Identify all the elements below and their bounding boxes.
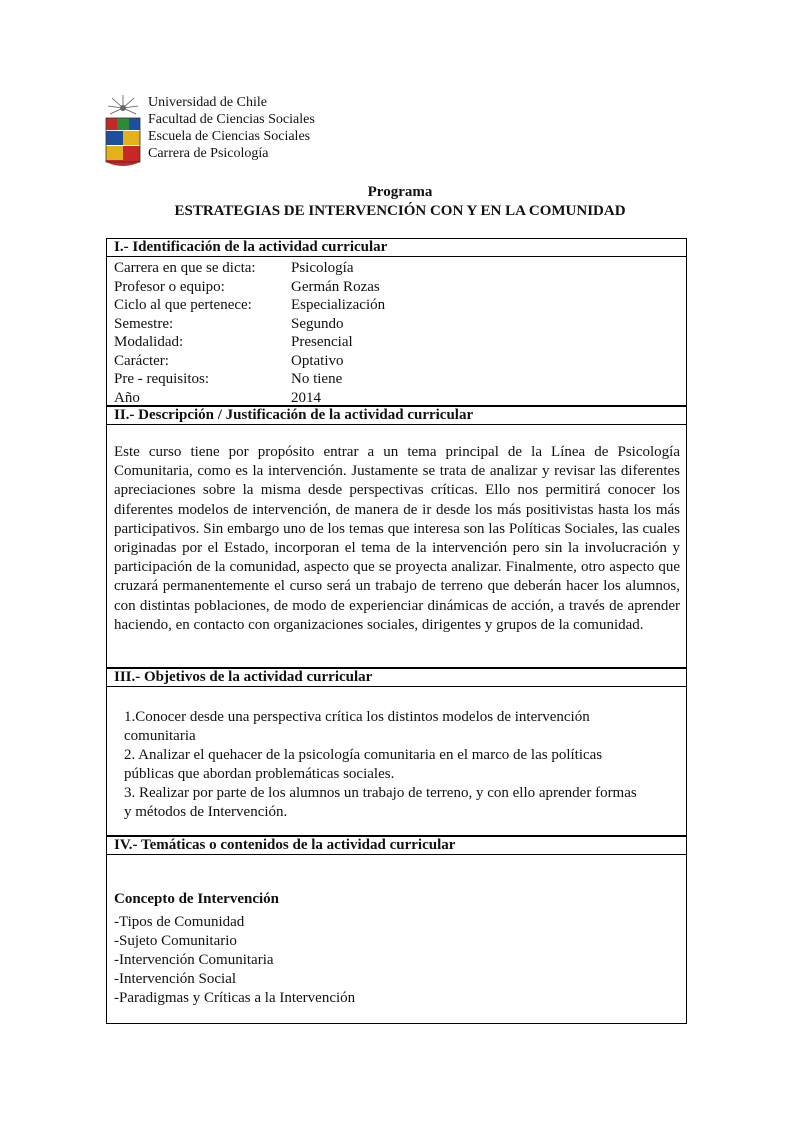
description-paragraph: Este curso tiene por propósito entrar a un tema principal de la Línea de Psicología Comunitaria, como es la intervención. Justamente se trata de analizar y revisar las diferentes apreciaciones sobre la misma desde perspectivas críticas. Ello nos permitirá conocer los diferentes modelos de intervención, de manera de ir desde los más positivistas hasta los más participativos. Sin embargo uno de los temas que interesa son las Políticas Sociales, las cuales originadas por el Estado, incorporan el tema de la intervención pero sin la involucración y participación de la comunidad, aspecto que se proyecta analizar. Finalmente, otro aspecto que cruzará permanentemente el curso será un trabajo de terreno que deberán hacer los alumnos, con distintas poblaciones, de modo de experienciar dinámicas de acción, a través de aprender haciendo, en contacto con organizaciones sociales, dirigentes y grupos de la comunidad. bbox=[114, 444, 680, 633]
row-value: Optativo bbox=[291, 352, 344, 369]
identification-row bbox=[114, 259, 354, 278]
title-line-1: Programa bbox=[367, 184, 433, 200]
row-label: Profesor o equipo: bbox=[114, 278, 225, 295]
school-name: Escuela de Ciencias Sociales bbox=[148, 129, 311, 144]
row-value: Segundo bbox=[291, 315, 344, 332]
topic-item: -Intervención Social bbox=[114, 971, 237, 987]
row-label: Año bbox=[114, 389, 140, 406]
identification-row bbox=[114, 296, 386, 315]
row-value: Psicología bbox=[291, 260, 354, 276]
institution-lines bbox=[148, 94, 315, 162]
row-label: Ciclo al que pertenece: bbox=[114, 297, 252, 313]
identification-row bbox=[114, 370, 343, 389]
objective-item: 3. Realizar por parte de los alumnos un trabajo de terreno, y con ello aprender formas y métodos de Intervención. bbox=[124, 785, 637, 820]
section-2-heading: II.- Descripción / Justificación de la actividad curricular bbox=[106, 406, 687, 425]
university-crest-logo bbox=[104, 94, 142, 168]
identification-row bbox=[114, 389, 321, 408]
section-3-heading: III.- Objetivos de la actividad curricular bbox=[106, 668, 687, 687]
section-4-heading: IV.- Temáticas o contenidos de la actividad curricular bbox=[106, 836, 687, 855]
row-label: Modalidad: bbox=[114, 334, 184, 350]
row-value: 2014 bbox=[291, 389, 321, 406]
document-title bbox=[0, 183, 800, 221]
faculty-name: Facultad de Ciencias Sociales bbox=[148, 112, 315, 127]
title-line-2: ESTRATEGIAS DE INTERVENCIÓN CON Y EN LA COMUNIDAD bbox=[174, 203, 626, 219]
topic-title: Concepto de Intervención bbox=[114, 891, 279, 907]
row-label: Semestre: bbox=[114, 315, 174, 332]
topic-item: -Tipos de Comunidad bbox=[114, 914, 245, 930]
identification-row bbox=[114, 333, 353, 352]
row-value: Especialización bbox=[291, 297, 386, 313]
row-value: Germán Rozas bbox=[291, 278, 380, 295]
university-name: Universidad de Chile bbox=[148, 95, 267, 110]
row-label: Carácter: bbox=[114, 352, 169, 369]
topic-item: -Intervención Comunitaria bbox=[114, 952, 274, 968]
identification-row bbox=[114, 278, 380, 297]
row-label: Carrera en que se dicta: bbox=[114, 260, 256, 276]
objective-item: 1.Conocer desde una perspectiva crítica los distintos modelos de intervención comunitaria bbox=[124, 709, 590, 744]
row-label: Pre - requisitos: bbox=[114, 371, 209, 387]
topic-item: -Paradigmas y Críticas a la Intervención bbox=[114, 990, 356, 1006]
row-value: No tiene bbox=[291, 371, 343, 387]
objective-item: 2. Analizar el quehacer de la psicología comunitaria en el marco de las políticas públicas que abordan problemáticas sociales. bbox=[124, 747, 603, 782]
topics-list bbox=[114, 890, 355, 1008]
program-name: Carrera de Psicología bbox=[148, 146, 269, 161]
identification-row bbox=[114, 352, 344, 371]
objectives-list bbox=[124, 708, 644, 822]
section-1-heading: I.- Identificación de la actividad curricular bbox=[106, 238, 687, 257]
row-value: Presencial bbox=[291, 334, 353, 350]
topic-item: -Sujeto Comunitario bbox=[114, 933, 237, 949]
identification-row bbox=[114, 315, 344, 334]
